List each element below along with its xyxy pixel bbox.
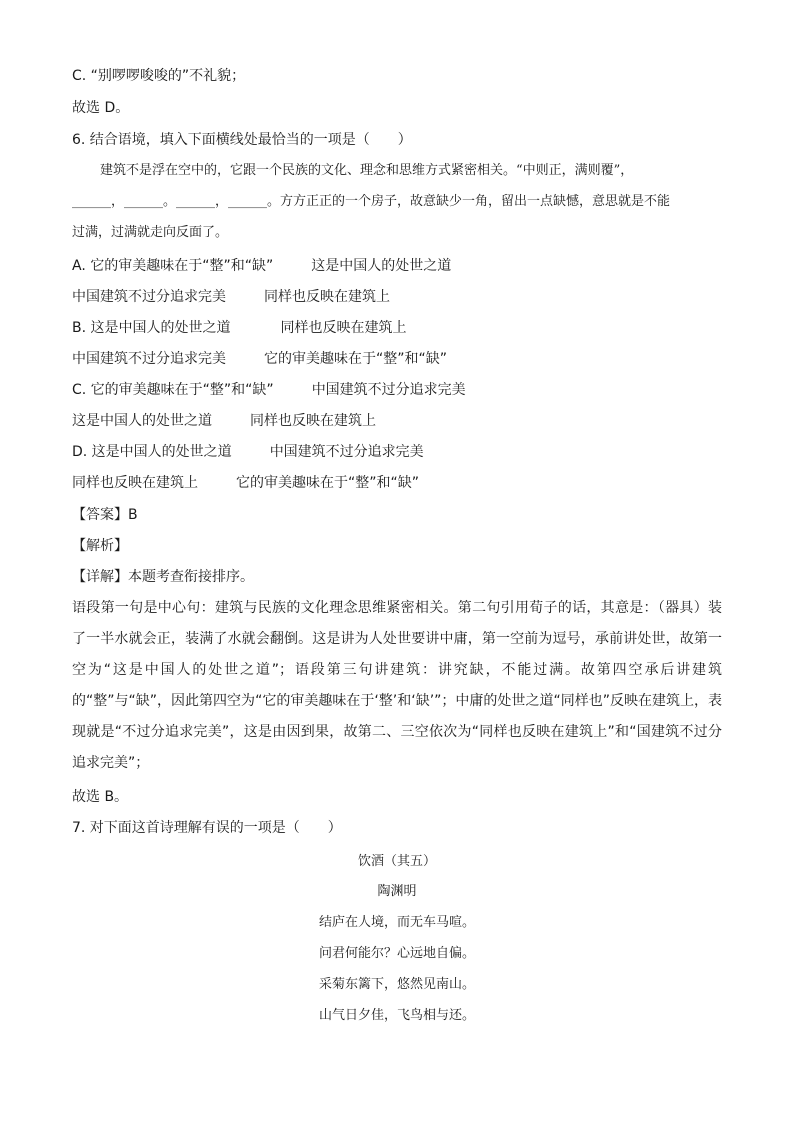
option-c-part2: 中国建筑不过分追求完美	[311, 382, 466, 398]
poem-author: 陶渊明	[377, 884, 417, 899]
passage-line-1: 建筑不是浮在空中的，它跟一个民族的文化、理念和思维方式紧密相关。“中则正，满则覆”，	[100, 163, 634, 178]
option-a-part4: 同样也反映在建筑上	[264, 289, 390, 305]
poem-line-3: 采菊东篱下，悠然见南山。	[318, 977, 475, 992]
poem-line-4: 山气日夕佳，飞鸟相与还。	[318, 1008, 475, 1023]
poem-line-2: 问君何能尔？心远地自偏。	[318, 946, 475, 961]
option-b-part2: 同样也反映在建筑上	[280, 320, 407, 336]
choose-d-text: 故选 D。	[72, 100, 130, 116]
option-a-part1: A. 它的审美趣味在于“整”和“缺”	[72, 258, 274, 274]
option-c-part1: C. 它的审美趣味在于“整”和“缺”	[72, 382, 274, 398]
option-a-part2: 这是中国人的处世之道	[311, 258, 452, 274]
option-d-part3: 同样也反映在建筑上	[72, 475, 198, 491]
poem-title: 饮酒（其五）	[357, 854, 436, 869]
poem-line-1: 结庐在人境，而无车马喧。	[318, 915, 475, 930]
option-c-row2	[72, 411, 376, 431]
option-b-part4: 它的审美趣味在于“整”和“缺”	[264, 351, 448, 367]
option-c-text: C. “别啰啰唆唆的”不礼貌；	[72, 68, 246, 84]
passage-line-3: 过满，过满就走向反面了。	[72, 225, 229, 240]
choose-b-text: 故选 B。	[72, 789, 129, 805]
option-d-part1: D. 这是中国人的处世之道	[72, 444, 232, 460]
option-d-row1	[72, 442, 424, 462]
passage-line-2: ______，______。______，______。方方正正的一个房子，故意缺少一角，留出一点缺憾，意思就是不能	[72, 194, 671, 209]
option-c-part4: 同样也反映在建筑上	[250, 413, 376, 429]
answer-label: 【答案】B	[72, 507, 138, 523]
analysis-label: 【解析】	[72, 538, 128, 554]
detail-heading: 【详解】本题考查衔接排序。	[72, 569, 254, 585]
option-d-row2	[72, 473, 419, 493]
option-a-row2	[72, 287, 390, 307]
option-d-part4: 它的审美趣味在于“整”和“缺”	[236, 475, 420, 491]
option-a-row1	[72, 256, 451, 276]
detail-paragraph: 语段第一句是中心句：建筑与民族的文化理念思维紧密相关。第二句引用荀子的话，其意是：（器具）装了一半水就会正，装满了水就会翻倒。这是讲为人处世要讲中庸，第一空前为逗号，承前讲处世，故第一空为“这是中国人的处世之道”；语段第三句讲建筑：讲究缺，不能过满。故第四空承后讲建筑的“整”与“缺”，因此第四空为“它的审美趣味在于‘整’和‘缺’”；中庸的处世之道“同样也”反映在建筑上，表现就是“不过分追求完美”，这是由因到果，故第二、三空依次为“同样也反映在建筑上”和“国建筑不过分追求完美”；	[72, 600, 722, 771]
option-b-part3: 中国建筑不过分追求完美	[72, 351, 226, 367]
option-b-row1	[72, 318, 407, 338]
option-c-part3: 这是中国人的处世之道	[72, 413, 212, 429]
option-c-row1	[72, 380, 466, 400]
option-d-part2: 中国建筑不过分追求完美	[269, 444, 424, 460]
option-b-part1: B. 这是中国人的处世之道	[72, 320, 231, 336]
question-7: 7. 对下面这首诗理解有误的一项是（ ）	[72, 820, 342, 836]
question-6: 6. 结合语境，填入下面横线处最恰当的一项是（ ）	[72, 132, 412, 148]
option-a-part3: 中国建筑不过分追求完美	[72, 289, 226, 305]
option-b-row2	[72, 349, 447, 369]
